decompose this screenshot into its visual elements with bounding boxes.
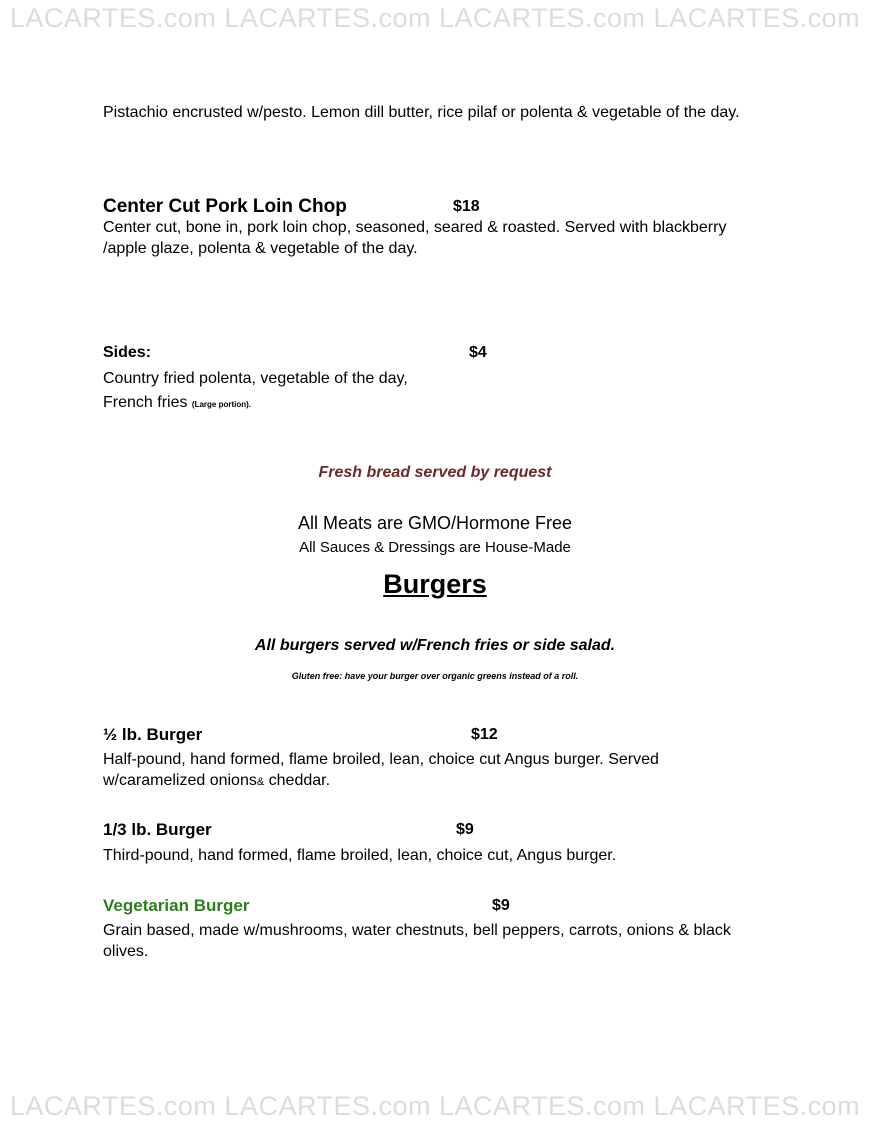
sides-price: $4 <box>469 344 487 361</box>
meats-note: All Meats are GMO/Hormone Free <box>297 513 573 533</box>
bread-note: Fresh bread served by request <box>318 464 552 481</box>
watermark-top: LACARTES.com LACARTES.com LACARTES.com LACARTES.com <box>9 3 861 33</box>
pork-price: $18 <box>453 198 480 215</box>
pork-title: Center Cut Pork Loin Chop <box>103 196 347 217</box>
vegetarian-burger-title: Vegetarian Burger <box>103 896 250 915</box>
half-lb-burger-price: $12 <box>471 726 498 743</box>
sides-portion-note: (Large portion). <box>191 400 252 409</box>
third-lb-burger-description: Third-pound, hand formed, flame broiled, lean, choice cut, Angus burger. <box>103 847 617 864</box>
half-lb-burger-description-text: Half-pound, hand formed, flame broiled, lean, choice cut Angus burger. Served w/caramelized onions <box>103 751 659 789</box>
sauces-note: All Sauces & Dressings are House-Made <box>299 539 571 556</box>
half-lb-burger-ampersand: & <box>256 776 265 788</box>
half-lb-burger-description-end: cheddar. <box>264 772 331 789</box>
vegetarian-burger-description: Grain based, made w/mushrooms, water chestnuts, bell peppers, carrots, onions & black olives. <box>103 922 731 960</box>
third-lb-burger-title: 1/3 lb. Burger <box>103 820 212 839</box>
sides-line-2 <box>103 392 251 415</box>
gluten-free-note: Gluten free: have your burger over organic greens instead of a roll. <box>291 671 579 681</box>
sides-title: Sides: <box>103 344 152 361</box>
watermark-bottom: LACARTES.com LACARTES.com LACARTES.com LACARTES.com <box>9 1091 861 1121</box>
intro-description: Pistachio encrusted w/pesto. Lemon dill butter, rice pilaf or polenta & vegetable of the day. <box>103 104 740 121</box>
vegetarian-burger-price: $9 <box>492 897 510 914</box>
pork-description: Center cut, bone in, pork loin chop, seasoned, seared & roasted. Served with blackberry /apple glaze, polenta & vegetable of the day. <box>103 219 727 257</box>
sides-line-2-text: French fries <box>103 394 192 411</box>
burgers-heading: Burgers <box>383 569 487 599</box>
sides-line-1: Country fried polenta, vegetable of the day, <box>103 370 408 387</box>
third-lb-burger-price: $9 <box>456 821 474 838</box>
half-lb-burger-description <box>103 749 743 793</box>
half-lb-burger-title: ½ lb. Burger <box>103 725 203 744</box>
burgers-subheading: All burgers served w/French fries or side salad. <box>254 637 616 654</box>
